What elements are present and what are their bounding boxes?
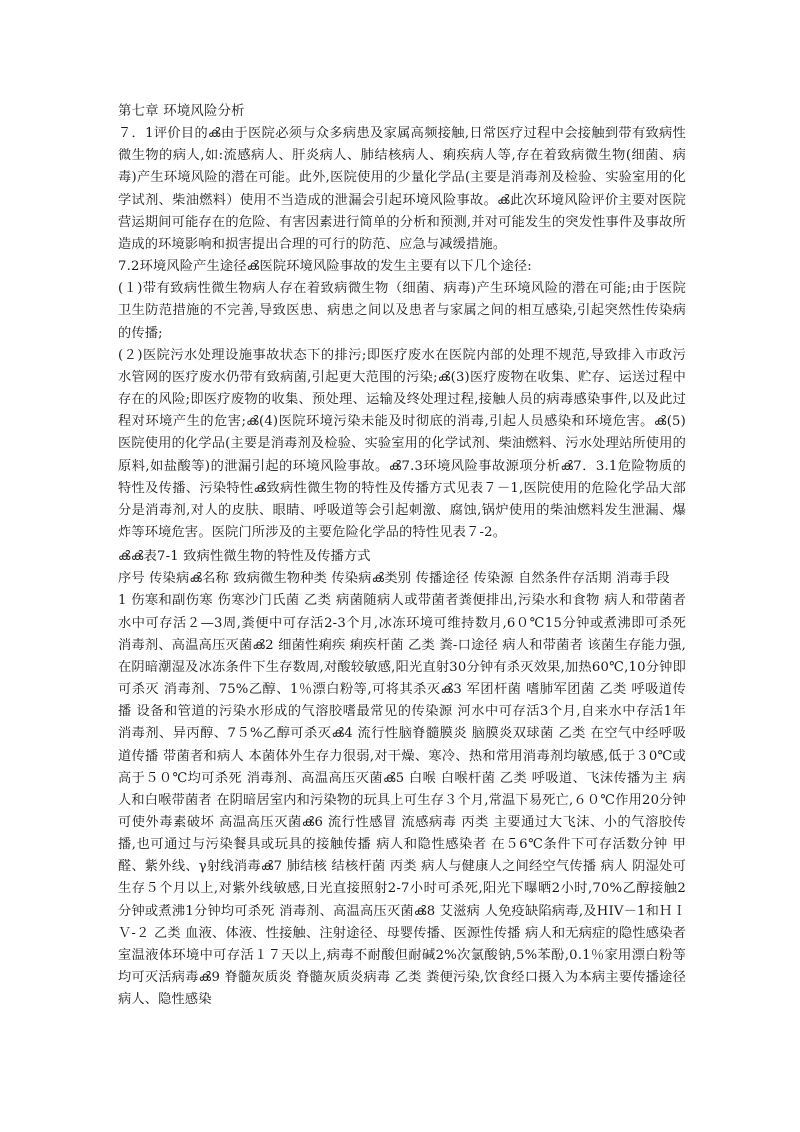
paragraph: (２)医院污水处理设施事故状态下的排污;即医疗废水在医院内部的处理不规范,导致排入市政污水管网的医疗废水仍带有致病菌,引起更大范围的污染;ൿ(3)医疗废物在收集、贮存、运送过程中存在的风险;即医疗废物的收集、预处理、运输及终处理过程,接触人员的病毒感染事件,以及此过程对环境产生的危害;ൿ(4)医院环境污染未能及时彻底的消毒,引起人员感染和环境危害。ൿ(5)医院使用的化学品(主要是消毒剂及检验、实验室用的化学试剂、柴油燃料、污水处理站所使用的原料,如盐酸等)的泄漏引起的环境风险事故。ൿ7.3环境风险事故源项分析ൿ7．3.1危险物质的特性及传播、污染特性ൿ致病性微生物的特性及传播方式见表７－1,医院使用的危险化学品大部分是消毒剂,对人的皮肤、眼睛、呼吸道等会引起刺激、腐蚀,锅炉使用的柴油燃料发生泄漏、爆炸等环境危害。医院门所涉及的主要危险化学品的特性见表７-2。	[118, 347, 686, 540]
chapter-title: 第七章 环境风险分析	[118, 104, 245, 119]
table-row: 1 伤寒和副伤寒 伤寒沙门氏菌 乙类 病菌随病人或带菌者粪便排出,污染水和食物 病人和带菌者 水中可存活２—3周,粪便中可存活2-3个月,冰冻环境可维持数月,6０℃15分钟或煮沸即可杀死 消毒剂、高温高压灭菌ൿ2 细菌性痢疾 痢疾杆菌 乙类 粪-口途径 病人和带菌者 该菌生存能力强,在阴暗潮湿及冰冻条件下生存数周,对酸较敏感,阳光直射30分钟有杀灭效果,加热60℃,10分钟即可杀灭 消毒剂、75%乙醇、1％漂白粉等,可将其杀灭ൿ3 军团杆菌 嗜肺军团菌 乙类 呼吸道传播 设备和管道的污染水形成的气溶胶嗜最常见的传染源 河水中可存活3个月,自来水中存活1年 消毒剂、异丙醇、7５%乙醇可杀灭ൿ4 流行性脑脊髓膜炎 脑膜炎双球菌 乙类 在空气中经呼吸道传播 带菌者和病人 本菌体外生存力很弱,对干燥、寒冷、热和常用消毒剂均敏感,低于３0℃或高于５０℃均可杀死 消毒剂、高温高压灭菌ൿ5 白喉 白喉杆菌 乙类 呼吸道、飞沫传播为主 病人和白喉带菌者 在阴暗居室内和污染物的玩具上可生存３个月,常温下易死亡,６０℃作用20分钟可使外毒素破坏 高温高压灭菌ൿ6 流行性感冒 流感病毒 丙类 主要通过大飞沫、小的气溶胶传播,也可通过与污染餐具或玩具的接触传播 病人和隐性感染者 在５6℃条件下可存活数分钟 甲醛、紫外线、γ射线消毒ൿ7 肺结核 结核杆菌 丙类 病人与健康人之间经空气传播 病人 阴湿处可生存５个月以上,对紫外线敏感,日光直接照射2-7小时可杀死,阳光下曝晒2小时,70%乙醇接触2分钟或煮沸1分钟均可杀死 消毒剂、高温高压灭菌ൿ8 艾滋病 人免疫缺陷病毒,及HIV－1和ＨＩＶ-２ 乙类 血液、体液、性接触、注射途径、母婴传播、医源性传播 病人和无病症的隐性感染者 室温液体环境中可存活１７天以上,病毒不耐酸但耐碱2%次氯酸钠,5%苯酚,0.1％家用漂白粉等均可灭活病毒ൿ9 脊髓灰质炎 脊髓灰质炎病毒 乙类 粪便污染,饮食经口摄入为本病主要传播途径 病人、隐性感染	[118, 593, 686, 1008]
paragraph: (１)带有致病性微生物病人存在着致病微生物（细菌、病毒)产生环境风险的潜在可能;由于医院卫生防范措施的不完善,导致医患、病患之间以及患者与家属之间的相互感染,引起突然性传染病的传播;	[118, 281, 686, 341]
table-title: ൿൿ表7-1 致病性微生物的特性及传播方式	[118, 549, 371, 565]
document-body	[118, 101, 686, 1011]
table-header-row: 序号 传染病ൿ名称 致病微生物种类 传染病ൿ类别 传播途径 传染源 自然条件存活期 消毒手段	[118, 571, 670, 587]
paragraph: 7.2环境风险产生途径ൿ医院环境风险事故的发生主要有以下几个途径:	[118, 259, 532, 275]
table-text	[118, 568, 686, 1011]
paragraph: ７．1评价目的ൿ由于医院必须与众多病患及家属高频接触,日常医疗过程中会接触到带有致病性微生物的病人,如:流感病人、肝炎病人、肺结核病人、痢疾病人等,存在着致病微生物(细菌、病毒)产生环境风险的潜在可能。此外,医院使用的少量化学品(主要是消毒剂及检验、实验室用的化学试剂、柴油燃料）使用不当造成的泄漏会引起环境风险事故。ൿ此次环境风险评价主要对医院营运期间可能存在的危险、有害因素进行简单的分析和预测,并对可能发生的突发性事件及事故所造成的环境影响和损害提出合理的可行的防范、应急与减缓措施。	[118, 126, 686, 252]
